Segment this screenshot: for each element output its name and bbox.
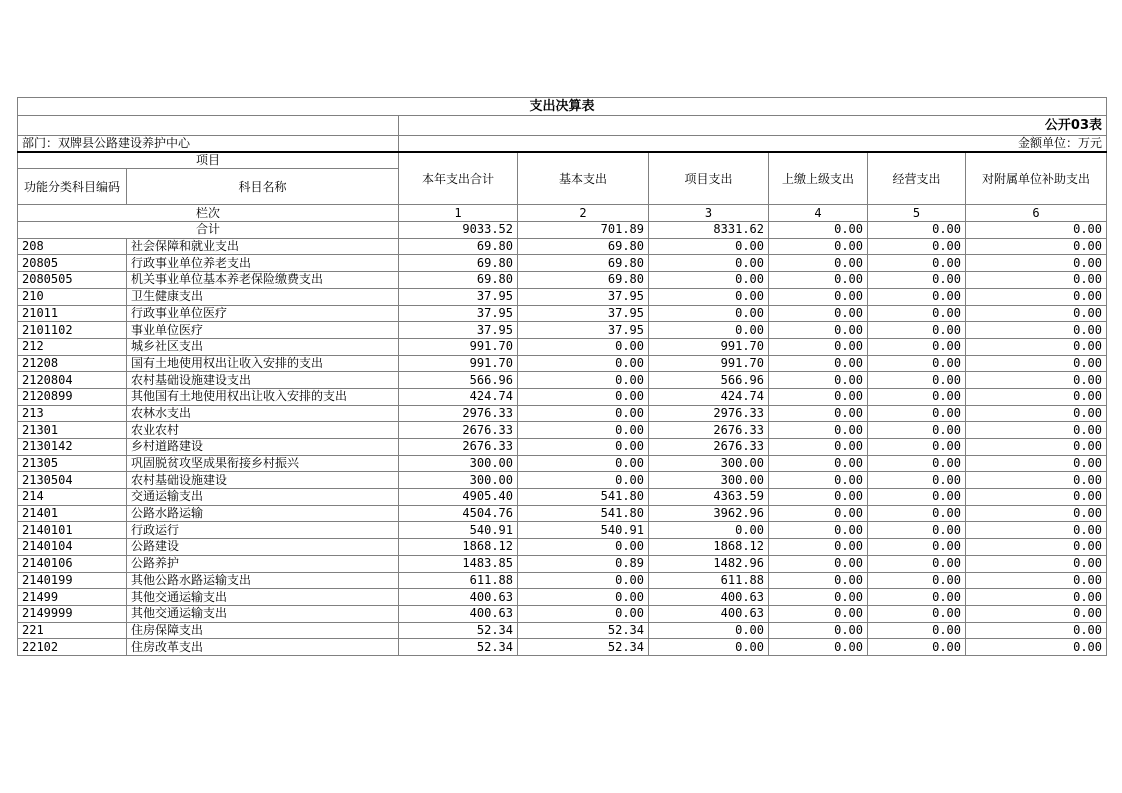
row-name: 社会保障和就业支出	[127, 238, 399, 255]
row-value: 0.00	[769, 622, 868, 639]
row-name: 事业单位医疗	[127, 322, 399, 339]
row-value: 0.00	[966, 539, 1107, 556]
column-number: 1	[399, 205, 518, 222]
row-code: 213	[18, 405, 127, 422]
col-header-subsidy: 对附属单位补助支出	[966, 152, 1107, 205]
row-value: 1482.96	[649, 555, 769, 572]
row-value: 300.00	[649, 455, 769, 472]
row-value: 69.80	[399, 255, 518, 272]
total-value: 8331.62	[649, 222, 769, 239]
row-value: 0.00	[966, 439, 1107, 456]
row-name: 其他公路水路运输支出	[127, 572, 399, 589]
row-value: 0.00	[966, 388, 1107, 405]
row-name: 行政事业单位医疗	[127, 305, 399, 322]
row-value: 0.00	[769, 505, 868, 522]
row-value: 0.00	[868, 322, 966, 339]
row-value: 0.00	[518, 589, 649, 606]
row-value: 2676.33	[649, 439, 769, 456]
row-value: 0.00	[518, 405, 649, 422]
row-value: 0.00	[769, 489, 868, 506]
item-header: 项目	[18, 152, 399, 169]
row-value: 0.00	[868, 472, 966, 489]
row-value: 4504.76	[399, 505, 518, 522]
row-value: 0.00	[769, 439, 868, 456]
row-value: 0.00	[868, 455, 966, 472]
table-row	[18, 388, 1107, 405]
row-value: 37.95	[518, 305, 649, 322]
row-value: 0.00	[769, 572, 868, 589]
row-value: 0.00	[868, 272, 966, 289]
row-name: 巩固脱贫攻坚成果衔接乡村振兴	[127, 455, 399, 472]
table-row	[18, 489, 1107, 506]
row-value: 0.00	[966, 639, 1107, 656]
col-header-operating: 经营支出	[868, 152, 966, 205]
total-value: 0.00	[966, 222, 1107, 239]
row-value: 0.00	[518, 455, 649, 472]
table-row	[18, 355, 1107, 372]
row-value: 0.00	[966, 272, 1107, 289]
row-value: 69.80	[518, 272, 649, 289]
row-value: 2976.33	[649, 405, 769, 422]
row-value: 0.00	[518, 422, 649, 439]
row-value: 0.00	[649, 522, 769, 539]
table-row	[18, 455, 1107, 472]
row-value: 0.00	[966, 572, 1107, 589]
row-name: 住房保障支出	[127, 622, 399, 639]
row-value: 300.00	[649, 472, 769, 489]
row-value: 0.00	[769, 238, 868, 255]
row-value: 400.63	[399, 605, 518, 622]
row-name: 其他国有土地使用权出让收入安排的支出	[127, 388, 399, 405]
table-row	[18, 605, 1107, 622]
row-value: 0.00	[769, 472, 868, 489]
row-code: 21208	[18, 355, 127, 372]
row-value: 400.63	[649, 605, 769, 622]
row-value: 0.00	[966, 489, 1107, 506]
row-code: 210	[18, 288, 127, 305]
row-value: 0.00	[518, 338, 649, 355]
column-index-label: 栏次	[18, 205, 399, 222]
row-code: 20805	[18, 255, 127, 272]
row-value: 0.89	[518, 555, 649, 572]
table-row	[18, 255, 1107, 272]
row-value: 300.00	[399, 455, 518, 472]
row-value: 0.00	[649, 238, 769, 255]
row-value: 0.00	[966, 288, 1107, 305]
row-value: 0.00	[868, 489, 966, 506]
row-value: 0.00	[966, 305, 1107, 322]
row-value: 0.00	[649, 322, 769, 339]
row-value: 0.00	[868, 439, 966, 456]
row-code: 212	[18, 338, 127, 355]
row-value: 0.00	[769, 422, 868, 439]
row-value: 0.00	[868, 622, 966, 639]
row-value: 0.00	[518, 439, 649, 456]
unit-label: 金额单位：万元	[399, 136, 1107, 153]
row-value: 0.00	[966, 622, 1107, 639]
total-row	[18, 222, 1107, 239]
total-value: 0.00	[769, 222, 868, 239]
row-value: 0.00	[868, 605, 966, 622]
row-code: 22102	[18, 639, 127, 656]
row-value: 69.80	[399, 238, 518, 255]
row-value: 611.88	[399, 572, 518, 589]
row-value: 4905.40	[399, 489, 518, 506]
row-value: 52.34	[399, 639, 518, 656]
department-label: 部门：双牌县公路建设养护中心	[18, 136, 399, 153]
row-code: 2101102	[18, 322, 127, 339]
table-row	[18, 272, 1107, 289]
row-value: 0.00	[868, 572, 966, 589]
row-code: 221	[18, 622, 127, 639]
row-name: 公路水路运输	[127, 505, 399, 522]
row-value: 0.00	[518, 472, 649, 489]
row-value: 0.00	[649, 305, 769, 322]
column-number: 4	[769, 205, 868, 222]
table-row	[18, 522, 1107, 539]
col-header-remit: 上缴上级支出	[769, 152, 868, 205]
row-code: 2140101	[18, 522, 127, 539]
row-code: 208	[18, 238, 127, 255]
row-value: 4363.59	[649, 489, 769, 506]
table-row	[18, 539, 1107, 556]
row-value: 0.00	[769, 589, 868, 606]
row-value: 1483.85	[399, 555, 518, 572]
row-name: 城乡社区支出	[127, 338, 399, 355]
row-name: 其他交通运输支出	[127, 589, 399, 606]
row-value: 991.70	[399, 338, 518, 355]
row-name: 卫生健康支出	[127, 288, 399, 305]
row-name: 住房改革支出	[127, 639, 399, 656]
row-value: 400.63	[649, 589, 769, 606]
row-value: 0.00	[649, 255, 769, 272]
table-row	[18, 572, 1107, 589]
row-value: 3962.96	[649, 505, 769, 522]
row-value: 0.00	[868, 555, 966, 572]
row-value: 0.00	[966, 238, 1107, 255]
row-value: 52.34	[518, 622, 649, 639]
row-code: 2080505	[18, 272, 127, 289]
row-value: 0.00	[966, 589, 1107, 606]
row-value: 541.80	[518, 505, 649, 522]
row-value: 69.80	[399, 272, 518, 289]
table-row	[18, 338, 1107, 355]
row-value: 0.00	[649, 622, 769, 639]
column-number: 5	[868, 205, 966, 222]
row-name: 农村基础设施建设	[127, 472, 399, 489]
total-value: 701.89	[518, 222, 649, 239]
row-value: 0.00	[966, 522, 1107, 539]
row-value: 0.00	[769, 388, 868, 405]
row-value: 2676.33	[399, 422, 518, 439]
table-row	[18, 622, 1107, 639]
row-value: 424.74	[649, 388, 769, 405]
column-number: 6	[966, 205, 1107, 222]
row-code: 21499	[18, 589, 127, 606]
row-value: 0.00	[966, 322, 1107, 339]
row-code: 2140106	[18, 555, 127, 572]
row-value: 991.70	[399, 355, 518, 372]
row-value: 0.00	[769, 405, 868, 422]
row-value: 2676.33	[649, 422, 769, 439]
row-name: 农业农村	[127, 422, 399, 439]
row-name: 农村基础设施建设支出	[127, 372, 399, 389]
table-row	[18, 472, 1107, 489]
row-value: 0.00	[769, 639, 868, 656]
expenditure-table	[17, 97, 1107, 656]
table-title: 支出决算表	[18, 98, 1107, 116]
row-value: 0.00	[966, 422, 1107, 439]
row-value: 0.00	[769, 455, 868, 472]
row-code: 2140199	[18, 572, 127, 589]
row-value: 566.96	[649, 372, 769, 389]
row-value: 0.00	[868, 255, 966, 272]
table-row	[18, 372, 1107, 389]
row-value: 0.00	[769, 605, 868, 622]
total-label: 合计	[18, 222, 399, 239]
column-number: 3	[649, 205, 769, 222]
table-row	[18, 405, 1107, 422]
row-value: 0.00	[868, 539, 966, 556]
row-value: 52.34	[518, 639, 649, 656]
row-value: 0.00	[966, 555, 1107, 572]
row-value: 611.88	[649, 572, 769, 589]
table-row	[18, 422, 1107, 439]
row-value: 991.70	[649, 355, 769, 372]
row-value: 0.00	[966, 372, 1107, 389]
row-value: 37.95	[518, 322, 649, 339]
table-row	[18, 505, 1107, 522]
column-number: 2	[518, 205, 649, 222]
row-value: 0.00	[518, 539, 649, 556]
row-value: 52.34	[399, 622, 518, 639]
row-name: 公路建设	[127, 539, 399, 556]
total-value: 9033.52	[399, 222, 518, 239]
row-value: 1868.12	[649, 539, 769, 556]
row-value: 540.91	[518, 522, 649, 539]
row-value: 0.00	[868, 522, 966, 539]
table-row	[18, 305, 1107, 322]
row-value: 0.00	[518, 355, 649, 372]
row-value: 0.00	[868, 505, 966, 522]
col-header-total: 本年支出合计	[399, 152, 518, 205]
row-value: 991.70	[649, 338, 769, 355]
row-value: 0.00	[769, 555, 868, 572]
row-value: 0.00	[966, 255, 1107, 272]
row-value: 0.00	[966, 605, 1107, 622]
row-name: 其他交通运输支出	[127, 605, 399, 622]
row-value: 0.00	[769, 255, 868, 272]
blank-cell	[18, 116, 399, 136]
row-code: 21011	[18, 305, 127, 322]
row-value: 37.95	[399, 305, 518, 322]
row-value: 2976.33	[399, 405, 518, 422]
row-value: 0.00	[966, 355, 1107, 372]
row-value: 0.00	[868, 305, 966, 322]
row-name: 行政事业单位养老支出	[127, 255, 399, 272]
row-value: 566.96	[399, 372, 518, 389]
row-value: 0.00	[966, 472, 1107, 489]
table-row	[18, 589, 1107, 606]
table-number: 公开03表	[399, 116, 1107, 136]
col-header-basic: 基本支出	[518, 152, 649, 205]
row-value: 0.00	[649, 288, 769, 305]
row-value: 424.74	[399, 388, 518, 405]
row-code: 214	[18, 489, 127, 506]
row-value: 540.91	[399, 522, 518, 539]
row-value: 0.00	[868, 238, 966, 255]
row-code: 2140104	[18, 539, 127, 556]
row-value: 300.00	[399, 472, 518, 489]
row-value: 400.63	[399, 589, 518, 606]
code-header: 功能分类科目编码	[18, 169, 127, 205]
row-value: 0.00	[868, 422, 966, 439]
row-value: 0.00	[966, 505, 1107, 522]
row-value: 0.00	[769, 539, 868, 556]
total-value: 0.00	[868, 222, 966, 239]
row-value: 0.00	[649, 272, 769, 289]
row-value: 37.95	[399, 322, 518, 339]
row-code: 21401	[18, 505, 127, 522]
row-name: 乡村道路建设	[127, 439, 399, 456]
row-value: 0.00	[966, 455, 1107, 472]
row-value: 69.80	[518, 238, 649, 255]
row-value: 0.00	[868, 372, 966, 389]
row-value: 0.00	[518, 572, 649, 589]
row-value: 0.00	[769, 355, 868, 372]
row-value: 0.00	[518, 372, 649, 389]
row-name: 国有土地使用权出让收入安排的支出	[127, 355, 399, 372]
row-value: 37.95	[399, 288, 518, 305]
row-value: 0.00	[868, 288, 966, 305]
row-value: 0.00	[868, 388, 966, 405]
row-value: 0.00	[769, 272, 868, 289]
row-value: 0.00	[868, 355, 966, 372]
row-code: 21305	[18, 455, 127, 472]
row-value: 0.00	[966, 338, 1107, 355]
row-value: 0.00	[769, 322, 868, 339]
row-value: 69.80	[518, 255, 649, 272]
row-name: 交通运输支出	[127, 489, 399, 506]
row-value: 37.95	[518, 288, 649, 305]
row-value: 0.00	[518, 388, 649, 405]
row-code: 2120899	[18, 388, 127, 405]
row-value: 0.00	[868, 639, 966, 656]
row-value: 0.00	[868, 338, 966, 355]
row-value: 2676.33	[399, 439, 518, 456]
row-code: 21301	[18, 422, 127, 439]
row-value: 0.00	[649, 639, 769, 656]
table-row	[18, 238, 1107, 255]
table-row	[18, 322, 1107, 339]
col-header-project: 项目支出	[649, 152, 769, 205]
row-value: 0.00	[966, 405, 1107, 422]
table-row	[18, 288, 1107, 305]
row-code: 2130142	[18, 439, 127, 456]
row-name: 农林水支出	[127, 405, 399, 422]
row-value: 0.00	[868, 589, 966, 606]
row-code: 2130504	[18, 472, 127, 489]
name-header: 科目名称	[127, 169, 399, 205]
row-name: 公路养护	[127, 555, 399, 572]
row-value: 541.80	[518, 489, 649, 506]
table-row	[18, 555, 1107, 572]
row-value: 0.00	[769, 338, 868, 355]
row-value: 0.00	[868, 405, 966, 422]
row-name: 行政运行	[127, 522, 399, 539]
row-value: 0.00	[518, 605, 649, 622]
table-row	[18, 639, 1107, 656]
row-value: 1868.12	[399, 539, 518, 556]
table-row	[18, 439, 1107, 456]
row-code: 2120804	[18, 372, 127, 389]
row-code: 2149999	[18, 605, 127, 622]
row-value: 0.00	[769, 288, 868, 305]
row-value: 0.00	[769, 305, 868, 322]
row-value: 0.00	[769, 522, 868, 539]
row-name: 机关事业单位基本养老保险缴费支出	[127, 272, 399, 289]
expenditure-sheet	[17, 97, 1106, 656]
row-value: 0.00	[769, 372, 868, 389]
